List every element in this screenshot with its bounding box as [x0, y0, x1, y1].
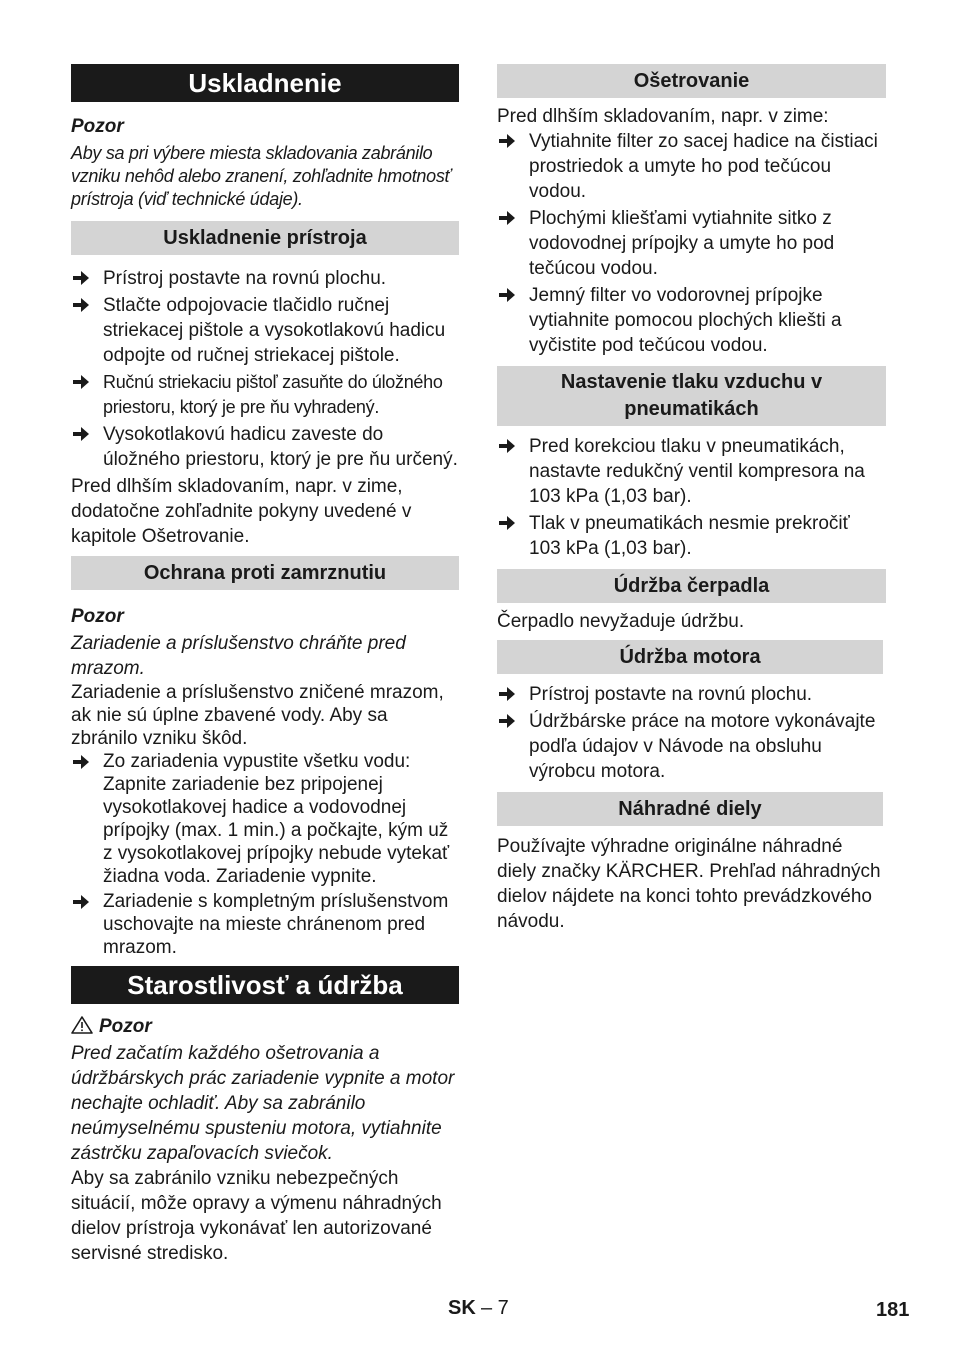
list-uskladnenie [71, 266, 459, 472]
arrow-right-icon [73, 298, 89, 312]
arrow-right-icon [499, 288, 515, 302]
pozor-title-row: Pozor [71, 1014, 459, 1039]
arrow-right-icon [73, 755, 89, 769]
list-item: Pred korekciou tlaku v pneumatikách, nastavte redukčný ventil kompresora na 103 kPa (1,03 bar). [497, 434, 886, 509]
list-item: Stlačte odpojovacie tlačidlo ručnej striekacej pištole a vysokotlakovú hadicu odpojte od ručnej striekacej pištole. [71, 293, 459, 368]
arrow-right-icon [499, 134, 515, 148]
pozor-title: Pozor [71, 116, 124, 137]
pozor-text: Aby sa pri výbere miesta skladovania zabránilo vzniku nehôd alebo zranení, zohľadnite hmotnosť prístroja (viď technické údaje). [71, 143, 451, 209]
list-item: Jemný filter vo vodorovnej prípojke vytiahnite pomocou plochých kliešti a vyčistite pod tečúcou vodou. [497, 283, 886, 358]
list-item: Údržbárske práce na motore vykonávajte podľa údajov v Návode na obsluhu výrobcu motora. [497, 709, 886, 784]
paragraph: Čerpadlo nevyžaduje údržbu. [497, 611, 745, 632]
list-item: Zariadenie s kompletným príslušenstvom uschovajte na mieste chránenom pred mrazom. [71, 890, 459, 959]
list-item: Vytiahnite filter zo sacej hadice na čistiaci prostriedok a umyte ho pod tečúcou vodou. [497, 129, 886, 204]
list-nastavenie [497, 434, 886, 561]
heading-starostlivost: Starostlivosť a údržba [71, 966, 459, 1004]
heading-nastavenie-tlaku: Nastavenie tlaku vzduchu v pneumatikách [497, 366, 886, 426]
heading-udrzba-motora: Údržba motora [497, 640, 883, 674]
pozor-title: Pozor [71, 606, 124, 627]
list-osetrovanie [497, 129, 886, 358]
pozor-text: Pred začatím každého ošetrovania a údržbárskych prác zariadenie vypnite a motor nechajte ochladiť. Aby sa zabránilo neúmyselnému spusteniu motora, vytiahnite zástrčku zapaľovacích sviečok. [71, 1043, 455, 1164]
paragraph: Aby sa zabránilo vzniku nebezpečných situácií, môže opravy a výmenu náhradných dielov prístroja vykonávať len autorizované servisné stredisko. [71, 1168, 442, 1264]
footer-page-label: – 7 [481, 1297, 509, 1319]
footer-language: SK [448, 1297, 476, 1319]
list-item: Zo zariadenia vypustite všetku vodu: Zapnite zariadenie bez pripojenej vysokotlakovej hadice a vodovodnej prípojky (max. 1 min.) a počkajte, kým už z vysokotlakovej prípojky nebude vytekať žiadna voda. Zariadenie vypnite. [71, 750, 459, 888]
heading-ochrana: Ochrana proti zamrznutiu [71, 556, 459, 590]
arrow-right-icon [73, 375, 89, 389]
arrow-right-icon [73, 895, 89, 909]
list-ochrana [71, 750, 459, 959]
heading-udrzba-cerpadla: Údržba čerpadla [497, 569, 886, 603]
paragraph: Pred dlhším skladovaním, napr. v zime, dodatočne zohľadnite pokyny uvedené v kapitole Ošetrovanie. [71, 476, 412, 547]
list-item: Ručnú striekaciu pištoľ zasuňte do úložného priestoru, ktorý je pre ňu vyhradený. [71, 370, 459, 420]
paragraph: Používajte výhradne originálne náhradné diely značky KÄRCHER. Prehľad náhradných dielov nájdete na konci tohto prevádzkového návodu. [497, 836, 881, 932]
left-column [71, 64, 459, 1266]
list-item: Vysokotlakovú hadicu zaveste do úložného priestoru, ktorý je pre ňu určený. [71, 422, 459, 472]
footer-page-number: 181 [876, 1299, 910, 1321]
heading-uskladnenie-pristroja: Uskladnenie prístroja [71, 221, 459, 255]
arrow-right-icon [499, 714, 515, 728]
heading-nahradne-diely: Náhradné diely [497, 792, 883, 826]
arrow-right-icon [499, 687, 515, 701]
paragraph: Pred dlhším skladovaním, napr. v zime: [497, 106, 829, 127]
heading-osetrovanie: Ošetrovanie [497, 64, 886, 98]
list-item: Tlak v pneumatikách nesmie prekročiť 103 kPa (1,03 bar). [497, 511, 886, 561]
pozor-text: Zariadenie a príslušenstvo chráňte pred mrazom. [71, 633, 406, 679]
list-item: Prístroj postavte na rovnú plochu. [71, 266, 459, 291]
warning-triangle-icon [71, 1016, 93, 1034]
arrow-right-icon [499, 439, 515, 453]
paragraph: Zariadenie a príslušenstvo zničené mrazom, ak nie sú úplne zbavené vody. Aby sa zbránilo vzniku škôd. [71, 682, 444, 749]
arrow-right-icon [73, 427, 89, 441]
heading-uskladnenie: Uskladnenie [71, 64, 459, 102]
arrow-right-icon [499, 211, 515, 225]
list-item: Prístroj postavte na rovnú plochu. [497, 682, 886, 707]
arrow-right-icon [73, 271, 89, 285]
arrow-right-icon [499, 516, 515, 530]
right-column [497, 64, 886, 934]
list-motor [497, 682, 886, 784]
list-item: Plochými kliešťami vytiahnite sitko z vodovodnej prípojky a umyte ho pod tečúcou vodou. [497, 206, 886, 281]
